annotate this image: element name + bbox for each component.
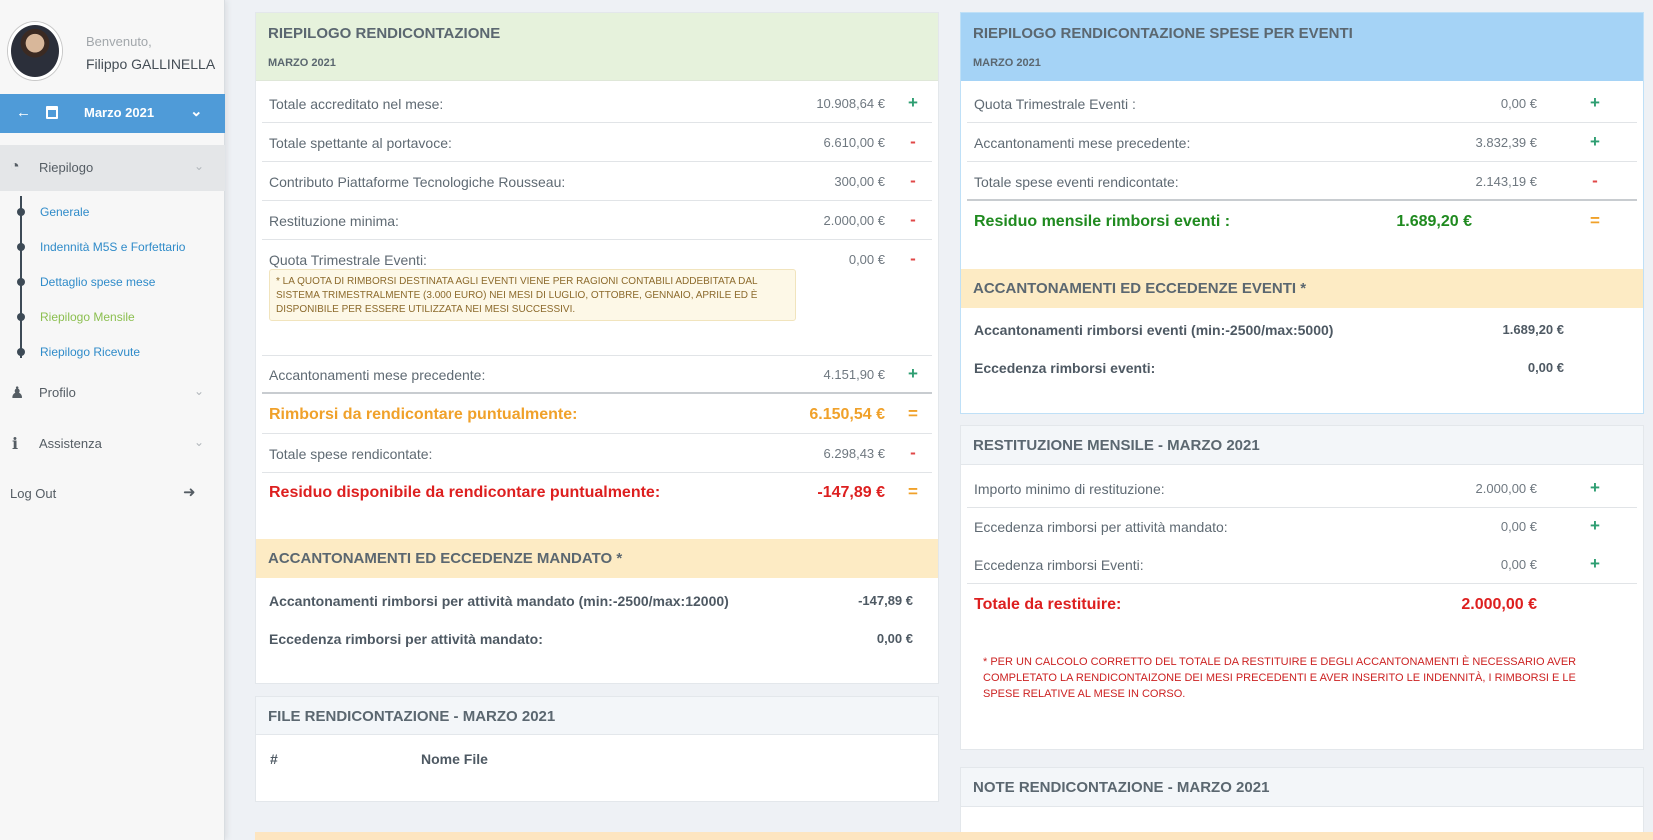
row-value: 2.000,00 € bbox=[823, 213, 885, 228]
panel-header bbox=[961, 768, 1643, 807]
section-header-eventi bbox=[961, 269, 1643, 308]
plus-icon: + bbox=[1590, 516, 1600, 535]
panel-header bbox=[256, 13, 938, 81]
user-icon: ♟ bbox=[10, 385, 25, 402]
panel-eventi bbox=[960, 12, 1644, 414]
row-quota-trimestrale bbox=[262, 241, 932, 356]
column-header-filename: Nome File bbox=[421, 751, 488, 767]
minus-icon: - bbox=[910, 132, 916, 151]
panel-header bbox=[256, 697, 938, 735]
panel-title: RIEPILOGO RENDICONTAZIONE SPESE PER EVENTI bbox=[973, 25, 1353, 42]
row-quota-trimestrale-eventi bbox=[967, 85, 1637, 123]
plus-icon: + bbox=[908, 93, 918, 112]
avatar[interactable] bbox=[8, 22, 62, 80]
eventi-accantonamenti-value: 1.689,20 € bbox=[1502, 322, 1564, 337]
tree-line bbox=[20, 196, 22, 358]
nav-riepilogo-label: Riepilogo bbox=[39, 160, 94, 175]
tree-dot bbox=[17, 278, 25, 286]
row-totale-accreditato bbox=[262, 85, 932, 123]
plus-icon: + bbox=[908, 364, 918, 383]
nav-assistenza-label: Assistenza bbox=[39, 436, 102, 451]
row-label: Restituzione minima: bbox=[269, 213, 399, 229]
panel-title: RIEPILOGO RENDICONTAZIONE bbox=[268, 25, 501, 42]
column-header-number: # bbox=[270, 751, 278, 767]
sub-item-indennita[interactable]: Indennità M5S e Forfettario bbox=[40, 240, 186, 254]
row-value: 2.143,19 € bbox=[1475, 174, 1537, 189]
row-eccedenza-mandato bbox=[967, 508, 1637, 546]
panel-file-rendicontazione bbox=[255, 696, 939, 802]
nav-riepilogo[interactable] bbox=[0, 145, 225, 191]
row-value: 0,00 € bbox=[1500, 519, 1537, 534]
eventi-eccedenza-value: 0,00 € bbox=[1527, 360, 1564, 375]
tree-dot bbox=[17, 243, 25, 251]
nav-profilo-label: Profilo bbox=[39, 385, 76, 400]
sub-item-dettaglio-spese[interactable]: Dettaglio spese mese bbox=[40, 275, 156, 289]
section-title: ACCANTONAMENTI ED ECCEDENZE MANDATO * bbox=[268, 550, 623, 567]
row-value: 0,00 € bbox=[1500, 96, 1537, 111]
logout-link[interactable]: Log Out bbox=[10, 486, 57, 501]
eventi-eccedenza-label: Eccedenza rimborsi eventi: bbox=[974, 360, 1156, 376]
row-label: Totale spese eventi rendicontate: bbox=[974, 174, 1179, 190]
mandato-eccedenza-value: 0,00 € bbox=[876, 631, 913, 646]
row-value: 3.832,39 € bbox=[1475, 135, 1537, 150]
row-label: Quota Trimestrale Eventi : bbox=[974, 96, 1136, 112]
panel-header bbox=[961, 426, 1643, 465]
panel-riepilogo-rendicontazione bbox=[255, 12, 939, 684]
row-totale-spettante bbox=[262, 124, 932, 162]
row-label: Totale spettante al portavoce: bbox=[269, 135, 452, 151]
row-value: 2.000,00 € bbox=[1475, 481, 1537, 496]
mandato-eccedenza-label: Eccedenza rimborsi per attività mandato: bbox=[269, 631, 543, 647]
row-totale-spese bbox=[262, 435, 932, 473]
row-label: Rimborsi da rendicontare puntualmente: bbox=[269, 406, 578, 423]
minus-icon: - bbox=[910, 210, 916, 229]
row-label: Totale da restituire: bbox=[974, 596, 1122, 613]
section-title: ACCANTONAMENTI ED ECCEDENZE EVENTI * bbox=[973, 280, 1307, 297]
panel-subtitle: MARZO 2021 bbox=[268, 57, 336, 69]
row-totale-restituire bbox=[967, 586, 1637, 624]
nav-assistenza[interactable] bbox=[0, 421, 225, 467]
info-icon: i bbox=[12, 434, 19, 453]
chevron-down-icon[interactable]: ⌄ bbox=[190, 103, 203, 120]
row-rimborsi-da-rendicontare bbox=[262, 396, 932, 434]
row-label: Eccedenza rimborsi Eventi: bbox=[974, 557, 1144, 573]
row-accantonamenti-precedente bbox=[262, 356, 932, 394]
panel-title: NOTE RENDICONTAZIONE - MARZO 2021 bbox=[973, 779, 1270, 796]
plus-icon: + bbox=[1590, 132, 1600, 151]
row-value: 1.689,20 € bbox=[1396, 213, 1472, 230]
panel-title: FILE RENDICONTAZIONE - MARZO 2021 bbox=[268, 708, 556, 725]
row-value: 300,00 € bbox=[834, 174, 885, 189]
row-label: Totale spese rendicontate: bbox=[269, 446, 433, 462]
minus-icon: - bbox=[1592, 171, 1598, 190]
row-eccedenza-eventi bbox=[967, 546, 1637, 584]
bottom-section-strip bbox=[255, 832, 1653, 840]
row-label: Totale accreditato nel mese: bbox=[269, 96, 444, 112]
info-note: * LA QUOTA DI RIMBORSI DESTINATA AGLI EVENTI VIENE PER RAGIONI CONTABILI ADDEBITATA DAL SISTEMA TRIMESTRALMENTE (3.000 EURO) NEI MESI DI LUGLIO, OTTOBRE, GENNAIO, APRILE ED È DISPONIBILE PER ESSERE UTILIZZATA NEI MESI SUCCESSIVI. bbox=[269, 269, 796, 321]
pie-chart-icon: ◔ bbox=[10, 158, 20, 175]
row-label: Residuo disponibile da rendicontare puntualmente: bbox=[269, 484, 661, 501]
row-value: 6.150,54 € bbox=[809, 406, 885, 423]
panel-title: RESTITUZIONE MENSILE - MARZO 2021 bbox=[973, 437, 1260, 454]
user-name: Filippo GALLINELLA bbox=[86, 56, 216, 72]
tree-dot bbox=[17, 348, 25, 356]
plus-icon: + bbox=[1590, 478, 1600, 497]
panel-subtitle: MARZO 2021 bbox=[973, 57, 1041, 69]
equals-icon: = bbox=[1590, 211, 1600, 230]
row-value: 6.298,43 € bbox=[823, 446, 885, 461]
back-arrow-icon[interactable]: ← bbox=[16, 104, 31, 121]
row-label: Quota Trimestrale Eventi: bbox=[269, 252, 427, 268]
row-value: 0,00 € bbox=[848, 252, 885, 267]
welcome-text: Benvenuto, bbox=[86, 34, 152, 49]
month-selector[interactable] bbox=[0, 94, 225, 133]
eventi-accantonamenti-label: Accantonamenti rimborsi eventi (min:-2500/max:5000) bbox=[974, 322, 1334, 338]
panel-note bbox=[960, 767, 1644, 840]
equals-icon: = bbox=[908, 482, 918, 501]
mandato-accantonamenti-label: Accantonamenti rimborsi per attività mandato (min:-2500/max:12000) bbox=[269, 593, 729, 609]
panel-restituzione bbox=[960, 425, 1644, 750]
row-label: Contributo Piattaforme Tecnologiche Rousseau: bbox=[269, 174, 566, 190]
row-value: 2.000,00 € bbox=[1461, 596, 1537, 613]
sidebar bbox=[0, 0, 225, 840]
row-residuo-disponibile bbox=[262, 474, 932, 512]
row-value: 10.908,64 € bbox=[816, 96, 885, 111]
plus-icon: + bbox=[1590, 554, 1600, 573]
row-value: 6.610,00 € bbox=[823, 135, 885, 150]
row-value: 4.151,90 € bbox=[823, 367, 885, 382]
chevron-down-icon: ⌄ bbox=[194, 159, 205, 173]
chevron-down-icon: ⌄ bbox=[194, 384, 205, 398]
row-accantonamenti-eventi bbox=[967, 124, 1637, 162]
row-contributo-rousseau bbox=[262, 163, 932, 201]
month-label: Marzo 2021 bbox=[84, 105, 155, 120]
row-label: Accantonamenti mese precedente: bbox=[974, 135, 1191, 151]
restituzione-note: * PER UN CALCOLO CORRETTO DEL TOTALE DA RESTITUIRE E DEGLI ACCANTONAMENTI È NECESSARIO AVER COMPLETATO LA RENDICONTAIZONE DEI MESI PRECEDENTI E AVER INSERITO LE INDENNITÀ, I RIMBORSI E LE SPESE RELATIVE AL MESE IN CORSO. bbox=[983, 656, 1577, 700]
row-value: -147,89 € bbox=[817, 484, 885, 501]
sub-item-riepilogo-ricevute[interactable]: Riepilogo Ricevute bbox=[40, 345, 141, 359]
nav-profilo[interactable] bbox=[0, 370, 225, 416]
tree-dot bbox=[17, 208, 25, 216]
tree-dot bbox=[17, 313, 25, 321]
row-label: Accantonamenti mese precedente: bbox=[269, 367, 486, 383]
sub-item-riepilogo-mensile[interactable]: Riepilogo Mensile bbox=[40, 310, 135, 324]
sub-item-generale[interactable]: Generale bbox=[40, 205, 90, 219]
mandato-accantonamenti-value: -147,89 € bbox=[858, 593, 913, 608]
minus-icon: - bbox=[910, 443, 916, 462]
row-restituzione-minima bbox=[262, 202, 932, 240]
sign-out-icon[interactable]: ➜ bbox=[183, 484, 196, 501]
minus-icon: - bbox=[910, 171, 916, 190]
row-label: Importo minimo di restituzione: bbox=[974, 481, 1165, 497]
calendar-icon bbox=[46, 106, 58, 119]
row-label: Eccedenza rimborsi per attività mandato: bbox=[974, 519, 1228, 535]
chevron-down-icon: ⌄ bbox=[194, 435, 205, 449]
section-header-mandato bbox=[256, 539, 938, 578]
panel-header bbox=[961, 13, 1643, 81]
minus-icon: - bbox=[910, 249, 916, 268]
plus-icon: + bbox=[1590, 93, 1600, 112]
row-label: Residuo mensile rimborsi eventi : bbox=[974, 213, 1231, 230]
user-block bbox=[8, 22, 218, 82]
row-totale-spese-eventi bbox=[967, 163, 1637, 201]
row-residuo-eventi bbox=[967, 203, 1637, 241]
row-value: 0,00 € bbox=[1500, 557, 1537, 572]
row-importo-minimo bbox=[967, 470, 1637, 508]
equals-icon: = bbox=[908, 404, 918, 423]
